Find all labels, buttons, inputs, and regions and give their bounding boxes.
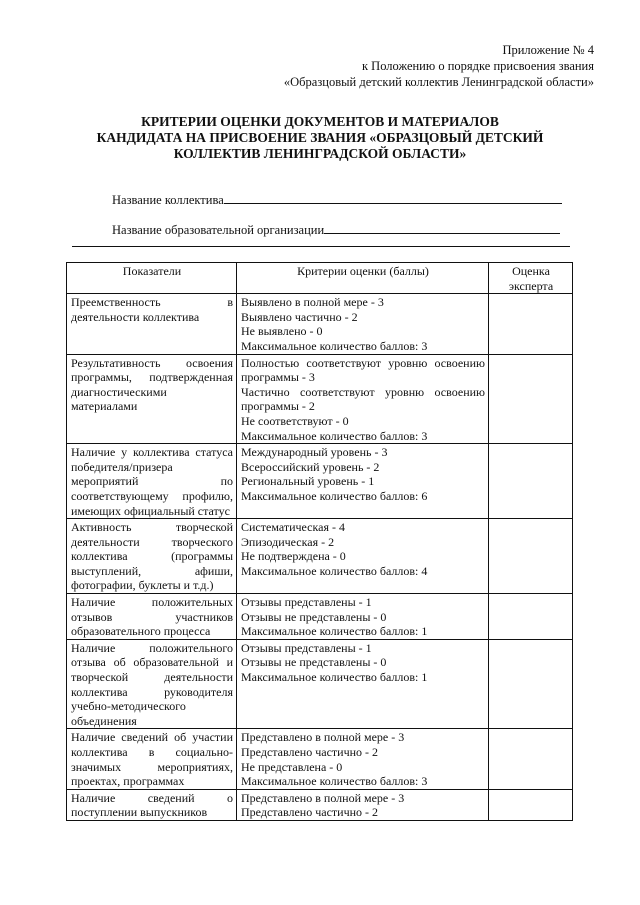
criteria-line: Не соответствуют - 0 (241, 413, 349, 428)
header-criteria: Критерии оценки (баллы) (237, 263, 489, 294)
criteria-cell (237, 294, 489, 354)
table-row (67, 729, 573, 789)
collective-name-blank (224, 190, 562, 204)
criteria-cell (237, 639, 489, 729)
indicator-cell: Наличие у коллектива статуса победителя/призера мероприятий по соответствующему профилю, имеющих официальный статус (67, 444, 237, 519)
expert-score-cell[interactable] (489, 594, 573, 640)
appendix-number: Приложение № 4 (502, 43, 594, 57)
indicator-cell: Наличие сведений о поступлении выпускников (67, 789, 237, 820)
title-line-2: КАНДИДАТА НА ПРИСВОЕНИЕ ЗВАНИЯ «ОБРАЗЦОВЫЙ ДЕТСКИЙ (96, 130, 544, 145)
table-row (67, 594, 573, 640)
criteria-line: Представлено частично - 2 (241, 805, 379, 820)
expert-score-cell[interactable] (489, 444, 573, 519)
criteria-line: Не подтверждена - 0 (241, 549, 346, 564)
header-indicators: Показатели (67, 263, 237, 294)
criteria-max: Максимальное количество баллов: 1 (241, 670, 428, 685)
criteria-line: Не представлена - 0 (241, 759, 343, 774)
document-title (60, 114, 580, 162)
indicator-cell: Преемственность в деятельности коллектива (67, 294, 237, 354)
criteria-cell (237, 354, 489, 444)
criteria-line: Не выявлено - 0 (241, 324, 323, 339)
organization-name-field (112, 220, 560, 238)
expert-score-cell[interactable] (489, 639, 573, 729)
title-line-1: КРИТЕРИИ ОЦЕНКИ ДОКУМЕНТОВ И МАТЕРИАЛОВ (141, 114, 499, 129)
appendix-title: «Образцовый детский коллектив Ленинградской области» (283, 75, 594, 89)
table-header-row (67, 263, 573, 294)
organization-name-blank (324, 220, 560, 234)
criteria-cell (237, 519, 489, 594)
criteria-line: Выявлено частично - 2 (241, 309, 358, 324)
criteria-max: Максимальное количество баллов: 3 (241, 428, 428, 443)
table-row (67, 354, 573, 444)
criteria-line: Отзывы представлены - 1 (241, 640, 372, 655)
collective-name-field (112, 190, 562, 208)
criteria-cell (237, 594, 489, 640)
criteria-cell (237, 789, 489, 820)
criteria-line: Региональный уровень - 1 (241, 474, 375, 489)
expert-score-cell[interactable] (489, 789, 573, 820)
criteria-line: Всероссийский уровень - 2 (241, 459, 380, 474)
table-row (67, 444, 573, 519)
criteria-max: Максимальное количество баллов: 1 (241, 624, 428, 639)
indicator-cell: Наличие положительных отзывов участников образовательного процесса (67, 594, 237, 640)
indicator-cell: Активность творческой деятельности творческого коллектива (программы выступлений, афиши, фотографии, буклеты и т.д.) (67, 519, 237, 594)
criteria-line: Представлено частично - 2 (241, 745, 379, 759)
collective-name-label: Название коллектива (112, 193, 224, 207)
criteria-max: Максимальное количество баллов: 4 (241, 563, 428, 578)
table-row (67, 639, 573, 729)
criteria-line: Представлено в полной мере - 3 (241, 730, 405, 745)
organization-name-blank-2 (72, 246, 570, 247)
criteria-line: Отзывы представлены - 1 (241, 595, 372, 610)
criteria-line: Полностью соответствуют уровню освоению программы - 3 (241, 355, 485, 385)
table-row (67, 519, 573, 594)
appendix-header (284, 42, 594, 90)
criteria-line: Международный уровень - 3 (241, 445, 388, 460)
organization-name-label: Название образовательной организации (112, 223, 325, 237)
criteria-cell (237, 729, 489, 789)
criteria-table (66, 262, 573, 821)
criteria-max: Максимальное количество баллов: 6 (241, 488, 428, 503)
criteria-cell (237, 444, 489, 519)
table-row (67, 294, 573, 354)
criteria-line: Отзывы не представлены - 0 (241, 655, 387, 670)
header-expert-score: Оценка эксперта (489, 263, 573, 294)
criteria-line: Представлено в полной мере - 3 (241, 790, 405, 805)
appendix-reference: к Положению о порядке присвоения звания (361, 59, 594, 73)
criteria-max: Максимальное количество баллов: 3 (241, 774, 428, 789)
expert-score-cell[interactable] (489, 354, 573, 444)
criteria-line: Эпизодическая - 2 (241, 534, 335, 549)
criteria-max: Максимальное количество баллов: 3 (241, 338, 428, 353)
expert-score-cell[interactable] (489, 294, 573, 354)
table-row (67, 789, 573, 820)
criteria-line: Систематическая - 4 (241, 520, 345, 535)
criteria-line: Выявлено в полной мере - 3 (241, 295, 384, 310)
criteria-line: Отзывы не представлены - 0 (241, 609, 387, 624)
expert-score-cell[interactable] (489, 519, 573, 594)
expert-score-cell[interactable] (489, 729, 573, 789)
indicator-cell: Наличие положительного отзыва об образовательной и творческой деятельности коллектива руководителя учебно-методического объединения (67, 639, 237, 729)
indicator-cell: Результативность освоения программы, подтвержденная диагностическими материалами (67, 354, 237, 444)
title-line-3: КОЛЛЕКТИВ ЛЕНИНГРАДСКОЙ ОБЛАСТИ» (173, 146, 467, 161)
criteria-line: Частично соответствуют уровню освоению программы - 2 (241, 384, 485, 414)
indicator-cell: Наличие сведений об участии коллектива в социально-значимых мероприятиях, проектах, программах (67, 729, 237, 789)
